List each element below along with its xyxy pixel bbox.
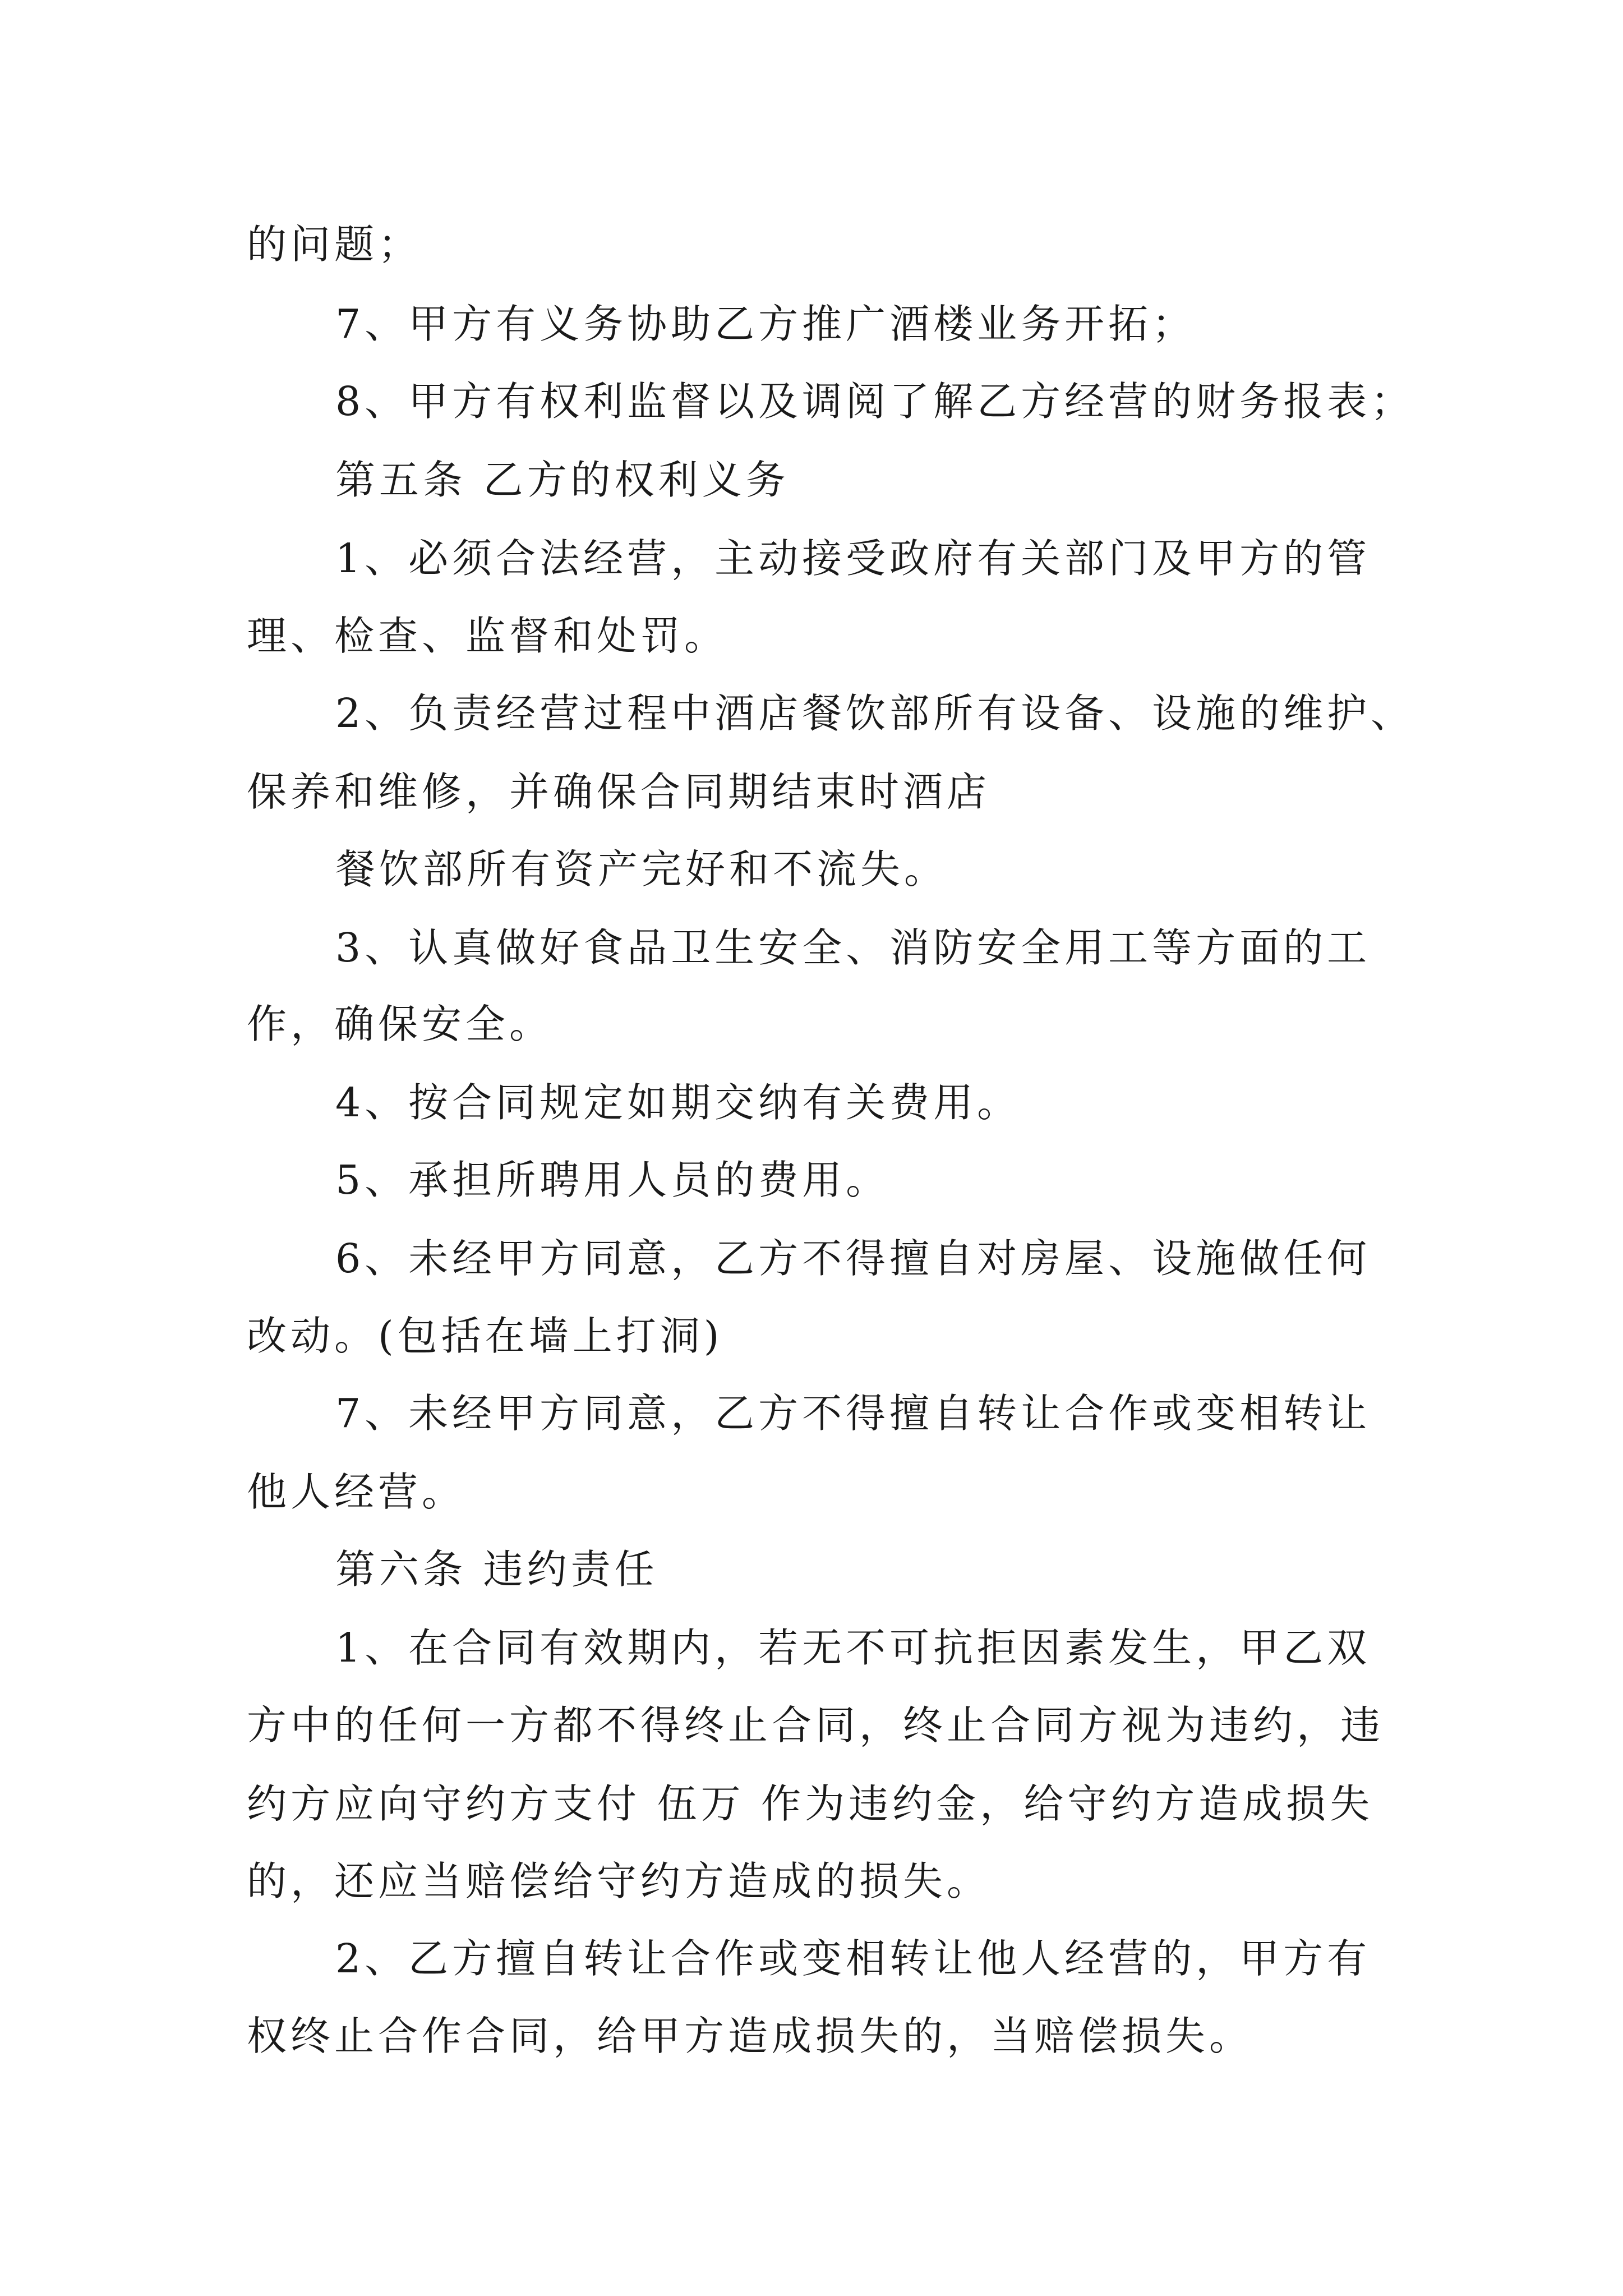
text-line: 3、认真做好食品卫生安全、消防安全用工等方面的工 bbox=[335, 924, 1371, 971]
text-line: 作，确保安全。 bbox=[247, 1001, 554, 1047]
text-line: 8、甲方有权利监督以及调阅了解乙方经营的财务报表； bbox=[335, 378, 1415, 425]
text-line: 理、检查、监督和处罚。 bbox=[247, 613, 728, 659]
text-line: 方中的任何一方都不得终止合同，终止合同方视为违约，违 bbox=[247, 1702, 1385, 1749]
text-line: 2、负责经营过程中酒店餐饮部所有设备、设施的维护、 bbox=[335, 690, 1415, 737]
text-line: 2、乙方擅自转让合作或变相转让他人经营的，甲方有 bbox=[335, 1935, 1371, 1982]
text-line: 5、承担所聘用人员的费用。 bbox=[335, 1157, 890, 1203]
text-line: 7、甲方有义务协助乙方推广酒楼业务开拓； bbox=[335, 301, 1196, 347]
text-line: 他人经营。 bbox=[247, 1469, 466, 1515]
section-heading: 第六条 违约责任 bbox=[335, 1546, 658, 1593]
text-line: 4、按合同规定如期交纳有关费用。 bbox=[335, 1079, 1021, 1126]
text-line: 约方应向守约方支付 伍万 作为违约金，给守约方造成损失 bbox=[247, 1780, 1374, 1827]
text-line: 的，还应当赔偿给守约方造成的损失。 bbox=[247, 1858, 991, 1904]
text-line: 改动。(包括在墙上打洞) bbox=[247, 1313, 723, 1359]
text-line: 6、未经甲方同意，乙方不得擅自对房屋、设施做任何 bbox=[335, 1235, 1371, 1282]
text-line: 权终止合作合同，给甲方造成损失的，当赔偿损失。 bbox=[247, 2013, 1253, 2059]
text-line: 餐饮部所有资产完好和不流失。 bbox=[335, 846, 948, 892]
text-line: 1、必须合法经营，主动接受政府有关部门及甲方的管 bbox=[335, 535, 1371, 582]
text-line: 保养和维修，并确保合同期结束时酒店 bbox=[247, 769, 991, 815]
text-line: 的问题； bbox=[247, 221, 422, 268]
section-heading: 第五条 乙方的权利义务 bbox=[335, 457, 790, 503]
text-line: 7、未经甲方同意，乙方不得擅自转让合作或变相转让 bbox=[335, 1390, 1371, 1437]
text-line: 1、在合同有效期内，若无不可抗拒因素发生，甲乙双 bbox=[335, 1625, 1371, 1671]
